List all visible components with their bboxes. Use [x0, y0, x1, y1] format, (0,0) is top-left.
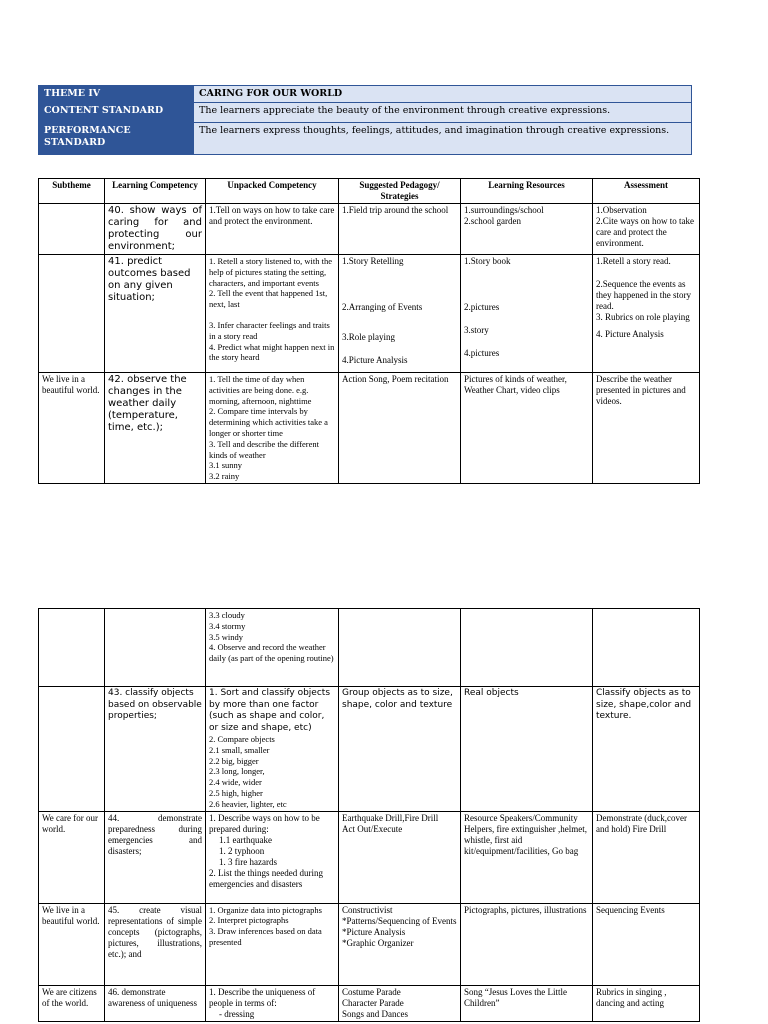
unpacked-item: 2. Tell the event that happened 1st, next, last: [209, 288, 328, 310]
unpacked-item: 4. Observe and record the weather daily (as part of the opening routine): [209, 642, 334, 664]
pedagogy-item: Costume Parade: [342, 986, 401, 997]
pedagogy-item: *Picture Analysis: [342, 926, 406, 937]
header-pedagogy: Suggested Pedagogy/ Strategies: [339, 179, 461, 204]
header-unpacked-competency: Unpacked Competency: [206, 179, 339, 204]
table-row: [39, 204, 700, 255]
competency-cell: 43. classify objects based on observable properties;: [105, 687, 206, 812]
assessment-cell: [593, 609, 700, 687]
resources-cell: Resource Speakers/Community Helpers, fire extinguisher ,helmet, whistle, first aid kit/equipment/facilities, Go bag: [461, 811, 593, 903]
unpacked-item: 1. Retell a story listened to, with the help of pictures stating the setting, characters, and important events: [209, 256, 332, 288]
assessment-cell: [593, 255, 700, 373]
competency-cell: 42. observe the changes in the weather daily (temperature, time, etc.);: [105, 373, 206, 484]
assessment-item: 4. Picture Analysis: [596, 329, 664, 339]
curriculum-table-part-2: [38, 608, 700, 1022]
subtheme-cell: [39, 609, 105, 687]
pedagogy-item: Act Out/Execute: [342, 823, 403, 834]
unpacked-cell: [206, 811, 339, 903]
unpacked-item: 1. Describe ways on how to be prepared during:: [209, 812, 320, 834]
unpacked-item: 3.1 sunny: [209, 460, 243, 471]
pedagogy-item: 1.Story Retelling: [342, 256, 404, 266]
resources-cell: Song “Jesus Loves the Little Children”: [461, 985, 593, 1021]
unpacked-item: 3. Draw inferences based on data presented: [209, 926, 322, 947]
resources-cell: Pictures of kinds of weather, Weather Chart, video clips: [461, 373, 593, 484]
resources-cell: [461, 204, 593, 255]
assessment-item: 1.Observation: [596, 205, 647, 215]
unpacked-item: 2.2 big, bigger: [209, 755, 259, 766]
pedagogy-cell: Group objects as to size, shape, color and texture: [339, 687, 461, 812]
pedagogy-item: Constructivist: [342, 904, 393, 915]
curriculum-table-part-1: [38, 178, 700, 484]
assessment-item: 1.Retell a story read.: [596, 256, 671, 266]
unpacked-item: 2.1 small, smaller: [209, 744, 270, 755]
content-standard-value: The learners appreciate the beauty of the environment through creative expressions.: [194, 103, 692, 123]
pedagogy-item: *Graphic Organizer: [342, 937, 414, 948]
assessment-item: 2.Sequence the events as they happened in the story read.: [596, 279, 691, 311]
unpacked-item: 3.5 windy: [209, 631, 243, 642]
table-row: [39, 811, 700, 903]
pedagogy-cell: [339, 811, 461, 903]
unpacked-item: 1. 3 fire hazards: [219, 856, 277, 867]
subtheme-cell: We live in a beautiful world.: [39, 373, 105, 484]
assessment-item: 2.Cite ways on how to take care and protect the environment.: [596, 216, 694, 248]
competency-cell: 40. show ways of caring for and protecting our environment;: [105, 204, 206, 255]
table-header-row: [39, 179, 700, 204]
subtheme-cell: [39, 204, 105, 255]
pedagogy-cell: [339, 255, 461, 373]
resources-cell: Real objects: [461, 687, 593, 812]
subtheme-cell: [39, 687, 105, 812]
unpacked-cell: [206, 903, 339, 985]
unpacked-item: 2.3 long, longer,: [209, 766, 265, 777]
resource-item: 1.Story book: [464, 256, 511, 266]
pedagogy-item: 4.Picture Analysis: [342, 355, 408, 365]
content-standard-label: CONTENT STANDARD: [39, 103, 194, 123]
unpacked-item: - dressing: [219, 1008, 255, 1019]
pedagogy-item: 3.Role playing: [342, 332, 395, 342]
competency-cell: 41. predict outcomes based on any given situation;: [105, 255, 206, 373]
pedagogy-item: *Patterns/Sequencing of Events: [342, 915, 457, 926]
unpacked-item: 2.5 high, higher: [209, 787, 263, 798]
assessment-cell: Rubrics in singing , dancing and acting: [593, 985, 700, 1021]
resource-item: 2.school garden: [464, 216, 521, 226]
unpacked-item: 2. List the things needed during emergencies and disasters: [209, 867, 323, 889]
unpacked-cell: [206, 609, 339, 687]
subtheme-cell: We care for our world.: [39, 811, 105, 903]
assessment-item: 3. Rubrics on role playing: [596, 312, 690, 322]
assessment-cell: Classify objects as to size, shape,color and texture.: [593, 687, 700, 812]
theme-table: [38, 85, 692, 155]
subtheme-cell: We live in a beautiful world.: [39, 903, 105, 985]
unpacked-item: 1. Organize data into pictographs: [209, 904, 322, 915]
table-row: [39, 255, 700, 373]
pedagogy-cell: 1.Field trip around the school: [339, 204, 461, 255]
unpacked-item: 3. Tell and describe the different kinds of weather: [209, 438, 320, 460]
unpacked-item: 4. Predict what might happen next in the story heard: [209, 341, 335, 363]
pedagogy-cell: Action Song, Poem recitation: [339, 373, 461, 484]
table-row: [39, 609, 700, 687]
resource-item: 3.story: [464, 325, 489, 335]
pedagogy-item: 2.Arranging of Events: [342, 302, 423, 312]
resources-cell: [461, 255, 593, 373]
performance-standard-value: The learners express thoughts, feelings, attitudes, and imagination through creative expressions.: [194, 123, 692, 155]
competency-cell: [105, 609, 206, 687]
subtheme-cell: We are citizens of the world.: [39, 985, 105, 1021]
unpacked-item: 1. 2 typhoon: [219, 845, 265, 856]
pedagogy-item: Character Parade: [342, 997, 404, 1008]
unpacked-item: 1.1 earthquake: [219, 834, 272, 845]
pedagogy-cell: [339, 609, 461, 687]
unpacked-cell: [206, 373, 339, 484]
pedagogy-item: Earthquake Drill,Fire Drill: [342, 812, 439, 823]
pedagogy-cell: [339, 985, 461, 1021]
assessment-cell: Demonstrate (duck,cover and hold) Fire Drill: [593, 811, 700, 903]
unpacked-item: 3.4 stormy: [209, 620, 246, 631]
competency-cell: 45. create visual representations of simple concepts (pictographs, pictures, illustrations, etc.); and: [105, 903, 206, 985]
resource-item: 1.surroundings/school: [464, 205, 544, 215]
unpacked-cell: [206, 985, 339, 1021]
header-resources: Learning Resources: [461, 179, 593, 204]
theme-value: CARING FOR OUR WORLD: [194, 86, 692, 103]
subtheme-cell: [39, 255, 105, 373]
header-learning-competency: Learning Competency: [105, 179, 206, 204]
assessment-cell: Sequencing Events: [593, 903, 700, 985]
assessment-cell: Describe the weather presented in pictures and videos.: [593, 373, 700, 484]
competency-cell: 46. demonstrate awareness of uniqueness: [105, 985, 206, 1021]
unpacked-item: 2.4 wide, wider: [209, 777, 262, 788]
unpacked-item: 3.3 cloudy: [209, 610, 245, 620]
pedagogy-cell: [339, 903, 461, 985]
resources-cell: [461, 609, 593, 687]
theme-label: THEME IV: [39, 86, 194, 103]
unpacked-item: 2. Compare objects: [209, 734, 275, 744]
unpacked-item: 3. Infer character feelings and traits in a story read: [209, 319, 330, 341]
unpacked-item: 2.6 heavier, lighter, etc: [209, 798, 287, 809]
unpacked-item: 1. Tell the time of day when activities are being done. e.g. morning, afternoon, nighttime: [209, 374, 312, 406]
unpacked-item: 1. Describe the uniqueness of people in terms of:: [209, 986, 316, 1008]
table-row: [39, 985, 700, 1021]
performance-standard-label: PERFORMANCE STANDARD: [39, 123, 194, 155]
unpacked-item: 2. Compare time intervals by determining which activities take a longer or shorter time: [209, 406, 328, 438]
header-subtheme: Subtheme: [39, 179, 105, 204]
competency-cell: 44. demonstrate preparedness during emergencies and disasters;: [105, 811, 206, 903]
resources-cell: Pictographs, pictures, illustrations: [461, 903, 593, 985]
unpacked-item: 3.2 rainy: [209, 471, 240, 482]
pedagogy-item: Songs and Dances: [342, 1008, 408, 1019]
header-assessment: Assessment: [593, 179, 700, 204]
resource-item: 2.pictures: [464, 302, 500, 312]
table-row: [39, 373, 700, 484]
table-row: [39, 903, 700, 985]
resource-item: 4.pictures: [464, 348, 500, 358]
unpacked-cell: [206, 687, 339, 812]
table-row: [39, 687, 700, 812]
unpacked-item: 2. Interpret pictographs: [209, 915, 289, 926]
unpacked-item: 1. Sort and classify objects by more than one factor (such as shape and color, or size and shape, etc): [209, 688, 331, 733]
unpacked-cell: [206, 255, 339, 373]
unpacked-cell: 1.Tell on ways on how to take care and protect the environment.: [206, 204, 339, 255]
assessment-cell: [593, 204, 700, 255]
